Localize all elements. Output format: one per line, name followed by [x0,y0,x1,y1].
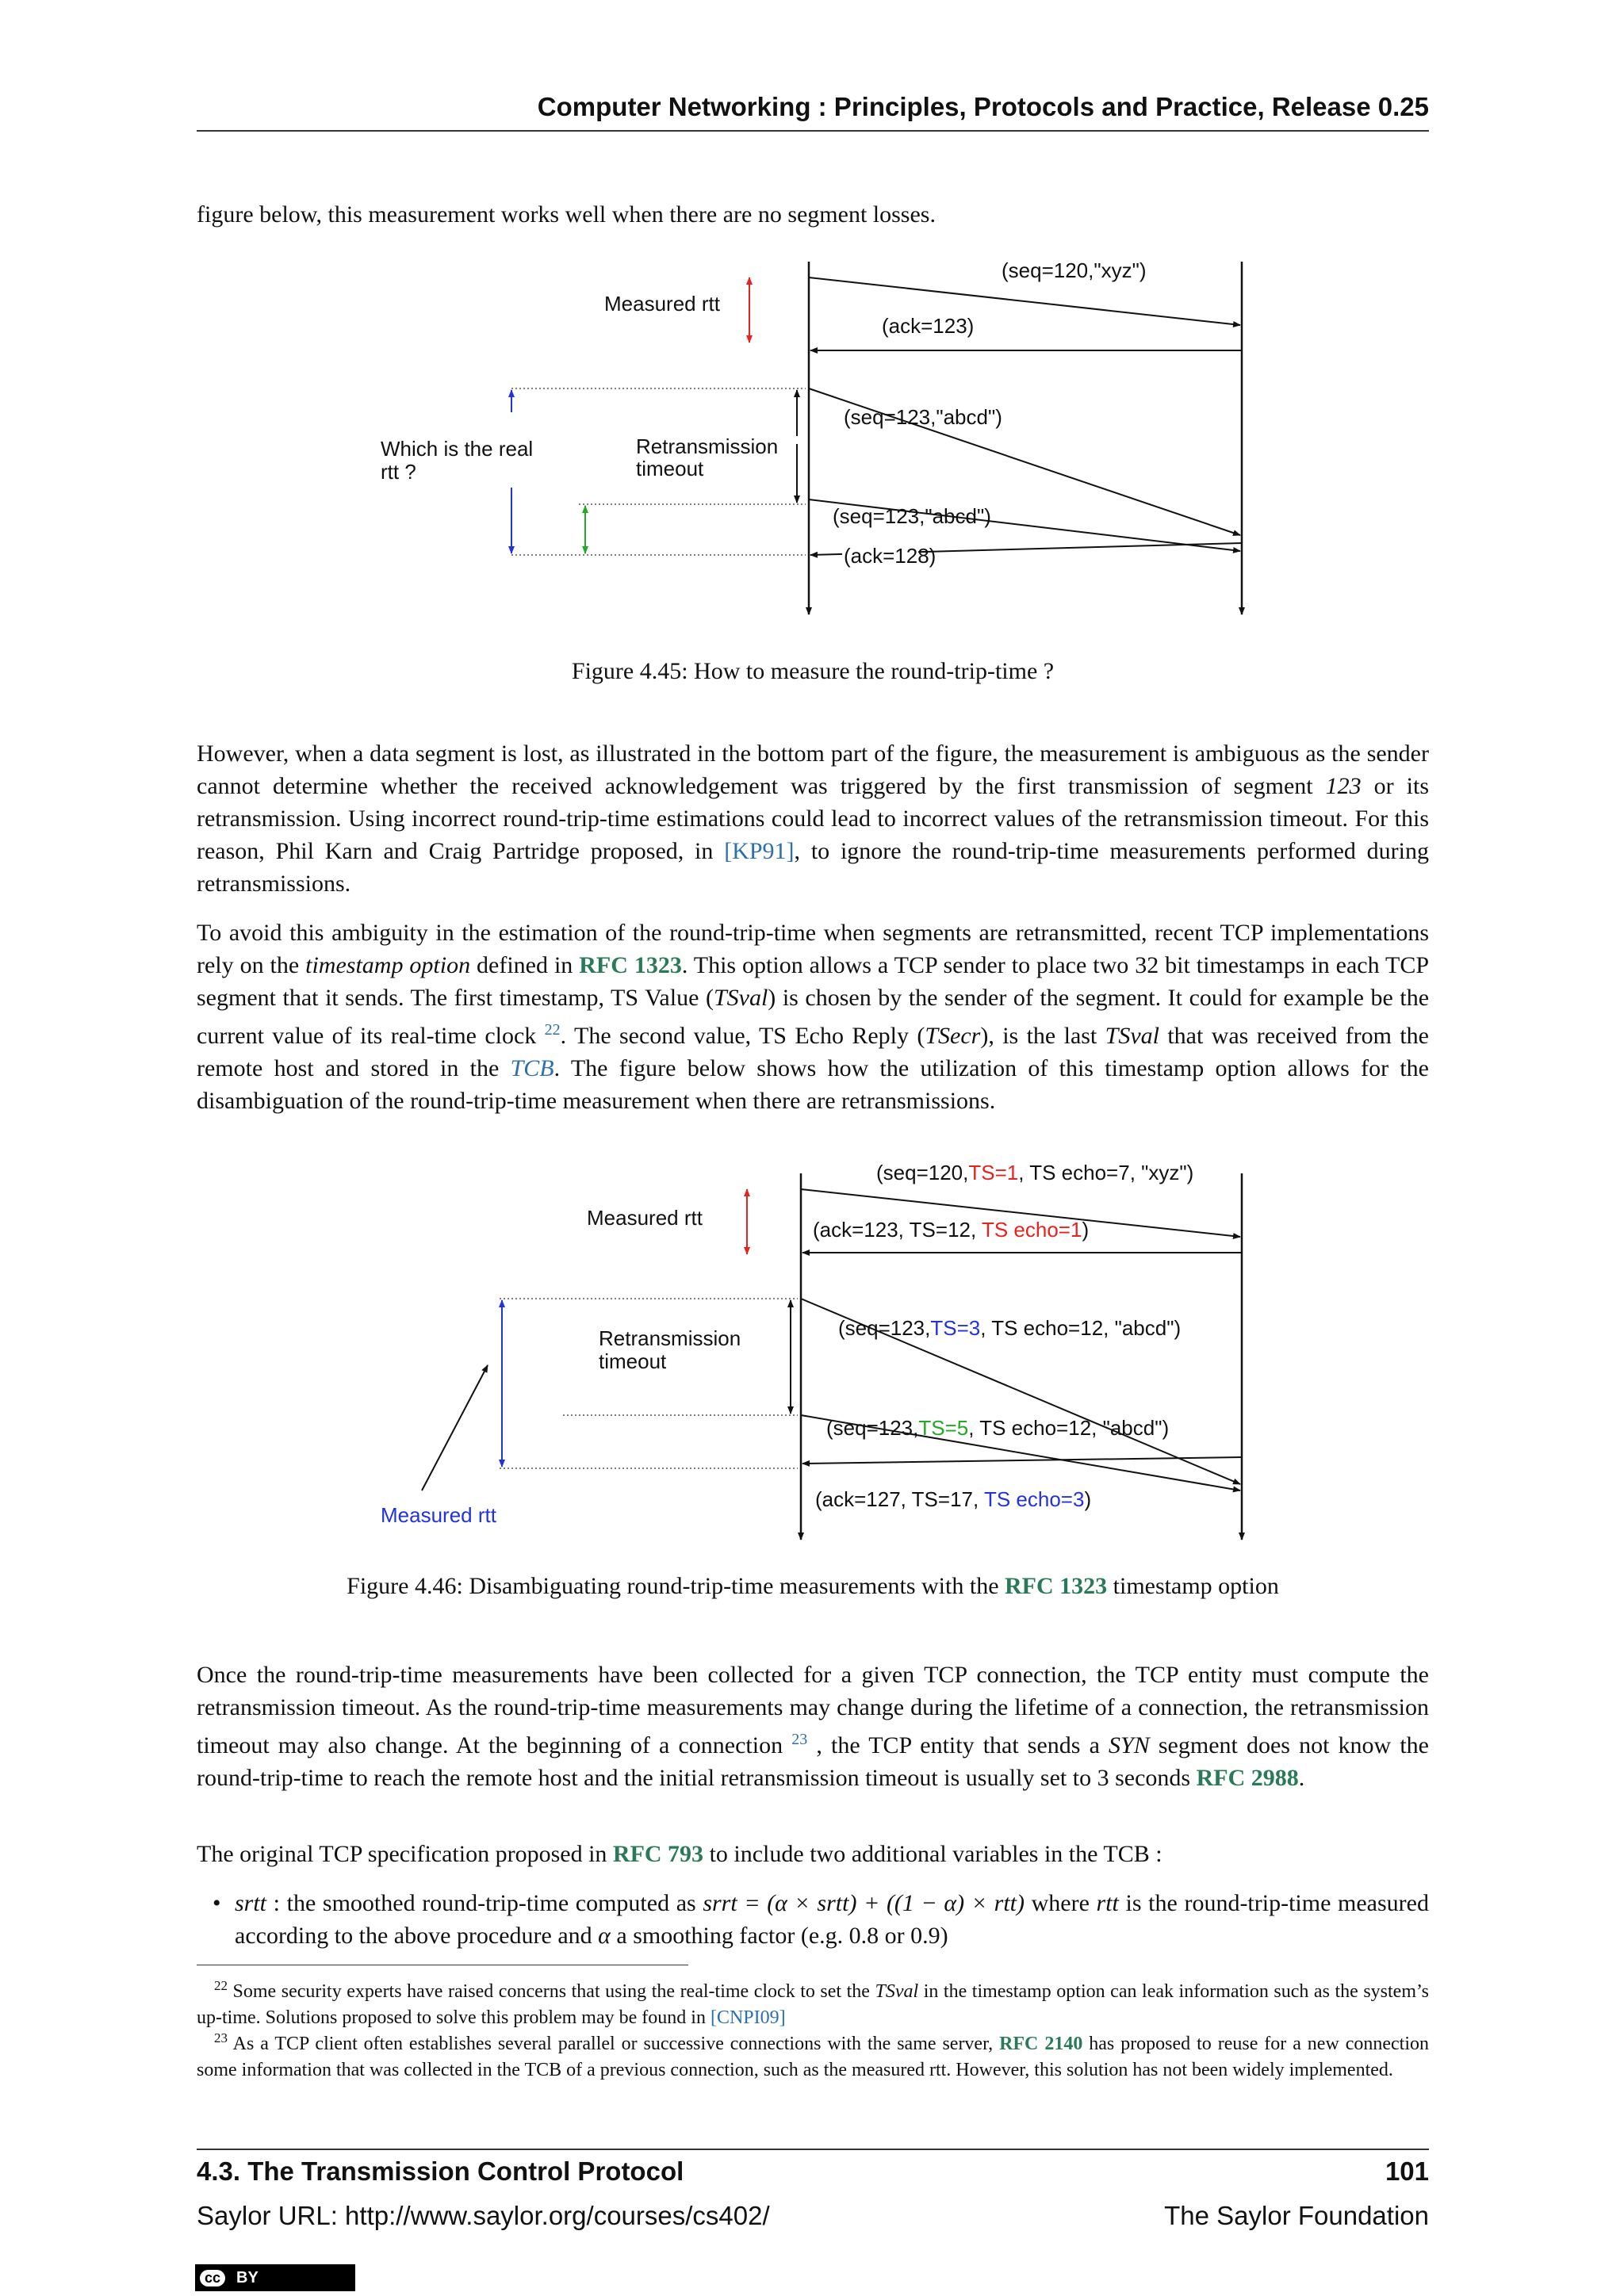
segment-arrow-1 [809,277,1240,325]
paragraph-2: To avoid this ambiguity in the estimation of the round-trip-time when segments are retransmitted, recent TCP implementations rely on the timestamp option defined in RFC 1323. This option allows a TCP sender to place two 32 bit timestamps in each TCP segment that it sends. The first timestamp, TS Value (TSval) is chosen by the sender of the segment. It could for example be the current value of its real-time clock $^{22}$. The second value, TS Echo Reply (TSecr), is the last TSval that was received from the remote host and stored in the TCB. The figure below shows how the utilization of this timestamp option allows for the disambiguation of the round-trip-time measurement when there are retransmissions. [197,920,1430,1114]
footnote-22: $^{22}$ Some security experts have raised concerns that using the real-time clock to set the TSval in the timestamp option can leak information such as the system’s up-time. Solutions proposed to solve this problem may be found in [CNPI09] [197,1978,1429,2028]
figure-2-diagram [365,1158,1285,1546]
paragraph-3: Once the round-trip-time measurements have been collected for a given TCP connection, the TCP entity must compute the retransmission timeout. As the round-trip-time measurements may change during the lifetime of a connection, the retransmission timeout may also change. At the beginning of a connection $^{23}$ , the TCP entity that sends a SYN segment does not know the round-trip-time to reach the remote host and the initial retransmission timeout is usually set to 3 seconds RFC 2988. [197,1662,1429,1791]
bullet-srtt: • srtt : the smoothed round-trip-time computed as srrt = (α × srtt) + ((1 − α) × rtt) where rtt is the round-trip-time measured according to the above procedure and α a smoothing factor (e.g. 0.8 or 0.9) [235,1887,1429,1952]
fig1-which-real-label-2: rtt ? [381,460,416,484]
figure-1-diagram [365,254,1285,626]
tcb-link[interactable]: TCB [510,1055,554,1081]
fig2-seg1-label: (seq=120,TS=1, TS echo=7, "xyz") [876,1161,1194,1184]
fig1-retrans-label-2: timeout [636,457,704,480]
fig2-ack2-label: (ack=127, TS=17, TS echo=3) [815,1487,1092,1511]
cc-by-badge[interactable] [195,2264,355,2291]
fig1-ack1-label: (ack=123) [882,314,975,338]
footer-page-number: 101 [1385,2156,1429,2186]
fig2-measured-rtt-label: Measured rtt [587,1206,703,1230]
figure-1-caption: Figure 4.45: How to measure the round-trip-time ? [571,658,1055,684]
intro-line: figure below, this measurement works well when there are no segment losses. [197,201,936,228]
paragraph-1: However, when a data segment is lost, as illustrated in the bottom part of the figure, the measurement is ambiguous as the sender cannot determine whether the received acknowledgement was triggered by the first transmission of segment 123 or its retransmission. Using incorrect round-trip-time estimations could lead to incorrect values of the retransmission timeout. For this reason, Phil Karn and Craig Partridge proposed, in [KP91], to ignore the round-trip-time measurements performed during retransmissions. [197,740,1430,897]
fig1-measured-rtt-label: Measured rtt [604,292,720,316]
fig2-retrans-label-1: Retransmission [599,1326,741,1350]
bullet-dot: • [213,1890,221,1916]
cnpi09-citation[interactable]: [CNPI09] [710,2007,786,2028]
fig2-seg2-label: (seq=123,TS=3, TS echo=12, "abcd") [838,1316,1182,1340]
fig2-measured-rtt-blue-label: Measured rtt [381,1503,496,1527]
rfc-2140-link[interactable]: RFC 2140 [999,2034,1083,2054]
fig1-retrans-label-1: Retransmission [636,434,779,458]
footnote-23: $^{23}$ As a TCP client often establishes several parallel or successive connections with the same server, RFC 2140 has proposed to reuse for a new connection some information that was collected in the TCB of a previous connection, such as the measured rtt. However, this solution has not been widely implemented. [197,2030,1430,2080]
fig2-seg3-label: (seq=123,TS=5, TS echo=12, "abcd") [826,1416,1170,1440]
cc-icon: cc [200,2270,225,2286]
rfc-1323-link[interactable]: RFC 1323 [579,952,682,978]
fig1-seg1-label: (seq=120,"xyz") [1002,258,1147,282]
footer-foundation: The Saylor Foundation [1164,2201,1429,2230]
kp91-citation[interactable]: [KP91] [724,838,795,864]
footer-section: 4.3. The Transmission Control Protocol [197,2156,684,2186]
fig2-retrans-label-2: timeout [599,1349,667,1373]
footer-rule [197,2149,1429,2150]
footer-saylor-url[interactable]: Saylor URL: http://www.saylor.org/courses/cs402/ [197,2201,770,2230]
fig1-which-real-label-1: Which is the real [381,437,534,461]
footnote-ref-22[interactable]: 22 [544,1021,561,1039]
footnote-ref-23[interactable]: 23 [791,1731,808,1748]
fig2-pointer-arrow [422,1365,488,1490]
fig2-ack1-label: (ack=123, TS=12, TS echo=1) [813,1218,1090,1242]
srtt-formula: srrt = (α × srtt) + ((1 − α) × rtt) [703,1890,1025,1916]
rfc-2988-link[interactable]: RFC 2988 [1196,1765,1299,1791]
fig2-ack-arrow-2 [802,1457,1242,1464]
header-title: Computer Networking : Principles, Protocols and Practice, Release 0.25 [537,92,1429,121]
fig1-seg3-label: (seq=123,"abcd") [833,504,991,528]
paragraph-4: The original TCP specification proposed in RFC 793 to include two additional variables in the TCB : [197,1841,1162,1867]
running-header [197,92,1429,132]
by-label: BY [236,2268,259,2286]
fig2-rfc-1323-link[interactable]: RFC 1323 [1005,1573,1108,1599]
figure-2-caption: Figure 4.46: Disambiguating round-trip-time measurements with the RFC 1323 timestamp option [347,1573,1279,1599]
rfc-793-link[interactable]: RFC 793 [612,1841,704,1867]
fig1-ack2-label: (ack=128) [844,544,936,568]
fig1-seg2-label: (seq=123,"abcd") [844,405,1002,429]
